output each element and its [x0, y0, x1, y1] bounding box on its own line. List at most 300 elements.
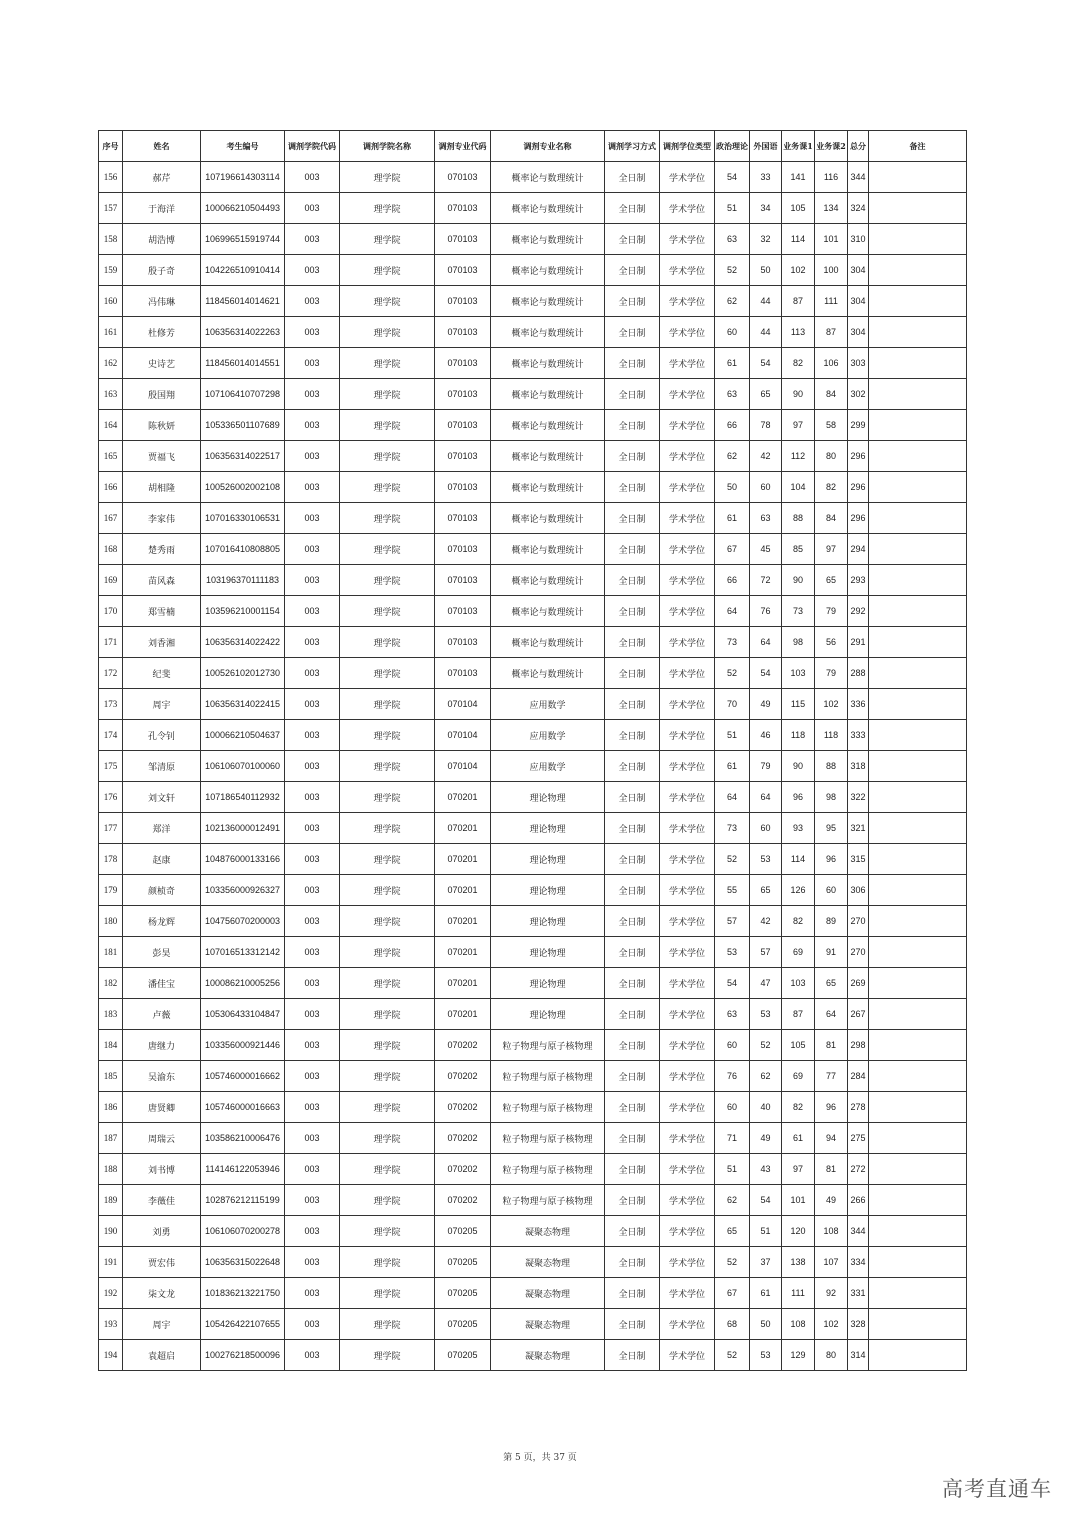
table-cell: [869, 1061, 967, 1092]
table-cell: 107: [815, 1247, 848, 1278]
table-cell: 粒子物理与原子核物理: [491, 1061, 605, 1092]
table-cell: 81: [815, 1154, 848, 1185]
table-cell: [869, 1154, 967, 1185]
table-cell: 理学院: [340, 627, 435, 658]
table-cell: 理学院: [340, 1216, 435, 1247]
table-row: [99, 875, 967, 906]
table-cell: 李家伟: [123, 503, 201, 534]
table-row: [99, 782, 967, 813]
table-cell: 学术学位: [660, 410, 715, 441]
table-row: [99, 441, 967, 472]
table-cell: 凝聚态物理: [491, 1340, 605, 1371]
column-header: 政治理论: [715, 131, 750, 162]
table-cell: 全日制: [605, 1123, 660, 1154]
table-cell: 344: [848, 1216, 869, 1247]
table-cell: 理学院: [340, 317, 435, 348]
table-cell: 69: [782, 937, 815, 968]
table-cell: 156: [99, 162, 123, 193]
table-row: [99, 1061, 967, 1092]
table-cell: 070103: [435, 255, 491, 286]
table-cell: 理学院: [340, 1185, 435, 1216]
table-cell: 87: [782, 999, 815, 1030]
table-cell: 学术学位: [660, 999, 715, 1030]
table-cell: 159: [99, 255, 123, 286]
table-cell: 理学院: [340, 534, 435, 565]
table-cell: 理学院: [340, 503, 435, 534]
table-cell: 概率论与数理统计: [491, 379, 605, 410]
table-cell: 175: [99, 751, 123, 782]
table-cell: 全日制: [605, 441, 660, 472]
table-cell: 90: [782, 751, 815, 782]
table-cell: 全日制: [605, 193, 660, 224]
table-cell: 刘勇: [123, 1216, 201, 1247]
table-cell: 302: [848, 379, 869, 410]
table-cell: [869, 999, 967, 1030]
table-cell: 学术学位: [660, 1309, 715, 1340]
table-cell: 52: [715, 658, 750, 689]
table-cell: 学术学位: [660, 565, 715, 596]
table-cell: 103196370111183: [201, 565, 285, 596]
table-row: [99, 193, 967, 224]
table-cell: 理学院: [340, 751, 435, 782]
table-cell: 凝聚态物理: [491, 1278, 605, 1309]
table-cell: 61: [715, 348, 750, 379]
table-cell: 97: [815, 534, 848, 565]
table-row: [99, 503, 967, 534]
table-cell: 全日制: [605, 937, 660, 968]
table-cell: 概率论与数理统计: [491, 193, 605, 224]
table-cell: 全日制: [605, 1092, 660, 1123]
table-cell: 54: [750, 658, 782, 689]
table-cell: 理论物理: [491, 906, 605, 937]
table-cell: 106: [815, 348, 848, 379]
table-cell: 贾宏伟: [123, 1247, 201, 1278]
table-cell: 003: [285, 596, 340, 627]
table-row: [99, 1309, 967, 1340]
table-cell: 粒子物理与原子核物理: [491, 1030, 605, 1061]
table-cell: 100276218500096: [201, 1340, 285, 1371]
table-cell: 165: [99, 441, 123, 472]
table-cell: 304: [848, 255, 869, 286]
score-table: [98, 130, 967, 1371]
table-cell: [869, 720, 967, 751]
table-cell: 114146122053946: [201, 1154, 285, 1185]
table-cell: 103356000926327: [201, 875, 285, 906]
table-cell: 167: [99, 503, 123, 534]
table-cell: 概率论与数理统计: [491, 348, 605, 379]
table-cell: 学术学位: [660, 627, 715, 658]
table-cell: 070202: [435, 1030, 491, 1061]
table-cell: 79: [815, 658, 848, 689]
table-cell: 101: [782, 1185, 815, 1216]
table-cell: 003: [285, 534, 340, 565]
table-cell: 学术学位: [660, 162, 715, 193]
table-cell: 全日制: [605, 999, 660, 1030]
table-row: [99, 348, 967, 379]
table-cell: 070202: [435, 1154, 491, 1185]
table-cell: 刘香湘: [123, 627, 201, 658]
table-cell: 53: [715, 937, 750, 968]
table-cell: 100066210504637: [201, 720, 285, 751]
column-header: 调剂专业名称: [491, 131, 605, 162]
table-cell: 李薇佳: [123, 1185, 201, 1216]
table-cell: 概率论与数理统计: [491, 596, 605, 627]
table-cell: 82: [782, 348, 815, 379]
table-cell: 95: [815, 813, 848, 844]
table-cell: 全日制: [605, 627, 660, 658]
table-cell: 44: [750, 317, 782, 348]
table-cell: 刘文轩: [123, 782, 201, 813]
table-cell: 98: [815, 782, 848, 813]
table-cell: [869, 410, 967, 441]
table-cell: 304: [848, 317, 869, 348]
table-row: [99, 410, 967, 441]
table-cell: 理学院: [340, 844, 435, 875]
table-cell: [869, 1309, 967, 1340]
table-cell: 107106410707298: [201, 379, 285, 410]
table-cell: 102: [782, 255, 815, 286]
table-cell: [869, 565, 967, 596]
table-cell: [869, 596, 967, 627]
table-cell: 全日制: [605, 286, 660, 317]
table-cell: 理学院: [340, 224, 435, 255]
table-row: [99, 1123, 967, 1154]
table-cell: 全日制: [605, 348, 660, 379]
table-cell: [869, 1185, 967, 1216]
table-cell: 294: [848, 534, 869, 565]
column-header: 备注: [869, 131, 967, 162]
table-cell: 学术学位: [660, 1185, 715, 1216]
table-cell: 粒子物理与原子核物理: [491, 1154, 605, 1185]
table-cell: 328: [848, 1309, 869, 1340]
table-cell: 003: [285, 224, 340, 255]
table-cell: 理学院: [340, 441, 435, 472]
table-cell: 学术学位: [660, 596, 715, 627]
table-cell: 学术学位: [660, 503, 715, 534]
table-cell: 070201: [435, 875, 491, 906]
table-cell: 学术学位: [660, 1216, 715, 1247]
table-cell: 070103: [435, 162, 491, 193]
table-cell: 学术学位: [660, 720, 715, 751]
column-header: 姓名: [123, 131, 201, 162]
table-cell: 173: [99, 689, 123, 720]
table-cell: 187: [99, 1123, 123, 1154]
watermark-text: 高考直通车: [942, 1477, 1052, 1501]
table-cell: 87: [815, 317, 848, 348]
table-cell: 概率论与数理统计: [491, 565, 605, 596]
table-row: [99, 658, 967, 689]
table-cell: 49: [750, 1123, 782, 1154]
table-cell: 318: [848, 751, 869, 782]
table-cell: 114: [782, 844, 815, 875]
table-cell: 学术学位: [660, 1340, 715, 1371]
table-cell: 全日制: [605, 255, 660, 286]
table-cell: 全日制: [605, 224, 660, 255]
table-cell: 106356314022263: [201, 317, 285, 348]
table-cell: 166: [99, 472, 123, 503]
table-cell: 64: [750, 627, 782, 658]
table-cell: 颜桢奇: [123, 875, 201, 906]
table-cell: 003: [285, 968, 340, 999]
table-cell: 194: [99, 1340, 123, 1371]
table-cell: 49: [750, 689, 782, 720]
table-cell: 全日制: [605, 503, 660, 534]
table-cell: 杨龙辉: [123, 906, 201, 937]
table-cell: 070103: [435, 503, 491, 534]
table-cell: 190: [99, 1216, 123, 1247]
table-cell: 108: [815, 1216, 848, 1247]
table-cell: 40: [750, 1092, 782, 1123]
table-cell: 学术学位: [660, 658, 715, 689]
table-cell: 120: [782, 1216, 815, 1247]
table-cell: 学术学位: [660, 193, 715, 224]
table-cell: 全日制: [605, 1309, 660, 1340]
table-row: [99, 999, 967, 1030]
table-cell: 43: [750, 1154, 782, 1185]
table-row: [99, 1278, 967, 1309]
table-row: [99, 162, 967, 193]
table-cell: 344: [848, 162, 869, 193]
table-cell: 54: [715, 162, 750, 193]
table-cell: 理学院: [340, 1154, 435, 1185]
table-cell: 学术学位: [660, 379, 715, 410]
table-cell: 全日制: [605, 1030, 660, 1061]
table-cell: 54: [715, 968, 750, 999]
table-cell: 174: [99, 720, 123, 751]
table-cell: 003: [285, 1123, 340, 1154]
table-row: [99, 1154, 967, 1185]
table-cell: 理学院: [340, 1309, 435, 1340]
table-row: [99, 937, 967, 968]
table-cell: [869, 751, 967, 782]
table-cell: 理论物理: [491, 844, 605, 875]
table-cell: 106356315022648: [201, 1247, 285, 1278]
table-row: [99, 472, 967, 503]
table-cell: 贾福飞: [123, 441, 201, 472]
table-cell: 理学院: [340, 937, 435, 968]
table-row: [99, 286, 967, 317]
table-cell: 003: [285, 1061, 340, 1092]
table-cell: 61: [782, 1123, 815, 1154]
table-row: [99, 1092, 967, 1123]
table-cell: 003: [285, 472, 340, 503]
table-cell: 全日制: [605, 534, 660, 565]
table-cell: 172: [99, 658, 123, 689]
table-cell: 070103: [435, 224, 491, 255]
table-cell: 60: [715, 1092, 750, 1123]
table-cell: 003: [285, 162, 340, 193]
table-cell: 003: [285, 782, 340, 813]
table-cell: 邹清原: [123, 751, 201, 782]
table-cell: 应用数学: [491, 720, 605, 751]
table-cell: 003: [285, 193, 340, 224]
table-cell: 003: [285, 1278, 340, 1309]
table-cell: 周宇: [123, 1309, 201, 1340]
table-cell: 322: [848, 782, 869, 813]
table-cell: [869, 1247, 967, 1278]
table-cell: 彭昊: [123, 937, 201, 968]
table-cell: 概率论与数理统计: [491, 472, 605, 503]
table-cell: 33: [750, 162, 782, 193]
column-header: 业务课1: [782, 131, 815, 162]
table-cell: 070103: [435, 534, 491, 565]
table-cell: 070103: [435, 410, 491, 441]
table-cell: 80: [815, 1340, 848, 1371]
table-cell: 003: [285, 317, 340, 348]
table-cell: 全日制: [605, 875, 660, 906]
table-cell: 理学院: [340, 999, 435, 1030]
table-cell: 52: [750, 1030, 782, 1061]
table-cell: 63: [715, 999, 750, 1030]
table-cell: 唐继力: [123, 1030, 201, 1061]
table-cell: 65: [815, 565, 848, 596]
table-cell: 179: [99, 875, 123, 906]
table-cell: 理学院: [340, 193, 435, 224]
table-cell: 189: [99, 1185, 123, 1216]
table-cell: [869, 844, 967, 875]
table-cell: 296: [848, 472, 869, 503]
table-cell: 270: [848, 906, 869, 937]
table-cell: 114: [782, 224, 815, 255]
table-cell: 070202: [435, 1123, 491, 1154]
table-cell: 77: [815, 1061, 848, 1092]
table-cell: 冯伟琳: [123, 286, 201, 317]
table-cell: 176: [99, 782, 123, 813]
table-cell: 51: [715, 1154, 750, 1185]
table-cell: 应用数学: [491, 689, 605, 720]
table-cell: 潘佳宝: [123, 968, 201, 999]
table-cell: 303: [848, 348, 869, 379]
table-cell: 070202: [435, 1185, 491, 1216]
table-cell: 298: [848, 1030, 869, 1061]
table-cell: 66: [715, 565, 750, 596]
table-cell: 全日制: [605, 1340, 660, 1371]
table-row: [99, 1216, 967, 1247]
table-cell: 理学院: [340, 906, 435, 937]
table-cell: 070103: [435, 193, 491, 224]
table-cell: 全日制: [605, 379, 660, 410]
table-cell: 64: [815, 999, 848, 1030]
table-cell: 88: [815, 751, 848, 782]
table-cell: 070103: [435, 379, 491, 410]
table-cell: 理学院: [340, 720, 435, 751]
table-row: [99, 1340, 967, 1371]
column-header: 调剂学习方式: [605, 131, 660, 162]
table-cell: 纪斐: [123, 658, 201, 689]
table-cell: 理论物理: [491, 813, 605, 844]
table-cell: 181: [99, 937, 123, 968]
table-cell: 60: [815, 875, 848, 906]
table-cell: [869, 348, 967, 379]
table-cell: [869, 875, 967, 906]
table-cell: 003: [285, 875, 340, 906]
table-cell: 学术学位: [660, 224, 715, 255]
table-cell: 103: [782, 658, 815, 689]
table-row: [99, 1185, 967, 1216]
table-cell: 79: [750, 751, 782, 782]
table-cell: 070201: [435, 813, 491, 844]
table-cell: 学术学位: [660, 1154, 715, 1185]
table-cell: 64: [715, 782, 750, 813]
table-cell: 71: [715, 1123, 750, 1154]
table-cell: 184: [99, 1030, 123, 1061]
table-cell: 118: [815, 720, 848, 751]
table-cell: 76: [750, 596, 782, 627]
table-cell: [869, 503, 967, 534]
table-cell: 应用数学: [491, 751, 605, 782]
table-cell: 003: [285, 751, 340, 782]
table-cell: 概率论与数理统计: [491, 658, 605, 689]
table-cell: 理学院: [340, 1061, 435, 1092]
table-cell: 63: [715, 379, 750, 410]
table-cell: 全日制: [605, 1061, 660, 1092]
table-cell: 理学院: [340, 1247, 435, 1278]
table-cell: 学术学位: [660, 317, 715, 348]
table-cell: 概率论与数理统计: [491, 162, 605, 193]
table-cell: 郝芹: [123, 162, 201, 193]
table-cell: 学术学位: [660, 968, 715, 999]
table-cell: 003: [285, 1340, 340, 1371]
table-cell: 73: [715, 813, 750, 844]
table-cell: 62: [750, 1061, 782, 1092]
table-cell: 学术学位: [660, 1030, 715, 1061]
table-cell: 理学院: [340, 1340, 435, 1371]
table-cell: 全日制: [605, 968, 660, 999]
table-cell: 54: [750, 1185, 782, 1216]
table-cell: 62: [715, 1185, 750, 1216]
table-cell: 理学院: [340, 379, 435, 410]
table-cell: 269: [848, 968, 869, 999]
table-cell: 全日制: [605, 906, 660, 937]
table-row: [99, 844, 967, 875]
table-cell: 103596210001154: [201, 596, 285, 627]
table-cell: [869, 286, 967, 317]
table-cell: 82: [782, 906, 815, 937]
table-cell: 64: [750, 782, 782, 813]
table-cell: 003: [285, 1154, 340, 1185]
table-cell: 003: [285, 565, 340, 596]
table-cell: [869, 658, 967, 689]
table-cell: 003: [285, 813, 340, 844]
table-cell: 45: [750, 534, 782, 565]
table-row: [99, 751, 967, 782]
table-cell: 111: [815, 286, 848, 317]
column-header: 外国语: [750, 131, 782, 162]
table-cell: 58: [815, 410, 848, 441]
table-cell: 267: [848, 999, 869, 1030]
table-cell: 070201: [435, 906, 491, 937]
table-cell: 理学院: [340, 255, 435, 286]
table-cell: 79: [815, 596, 848, 627]
table-cell: 53: [750, 999, 782, 1030]
table-cell: 94: [815, 1123, 848, 1154]
table-cell: 理学院: [340, 689, 435, 720]
table-cell: 学术学位: [660, 1092, 715, 1123]
table-cell: 学术学位: [660, 813, 715, 844]
table-cell: 003: [285, 1092, 340, 1123]
table-cell: 178: [99, 844, 123, 875]
table-cell: 98: [782, 627, 815, 658]
table-cell: 107016513312142: [201, 937, 285, 968]
table-cell: 177: [99, 813, 123, 844]
table-cell: 103586210006476: [201, 1123, 285, 1154]
table-cell: 275: [848, 1123, 869, 1154]
table-row: [99, 317, 967, 348]
table-cell: 070201: [435, 999, 491, 1030]
table-cell: 070103: [435, 627, 491, 658]
table-cell: 52: [715, 255, 750, 286]
table-cell: 82: [782, 1092, 815, 1123]
